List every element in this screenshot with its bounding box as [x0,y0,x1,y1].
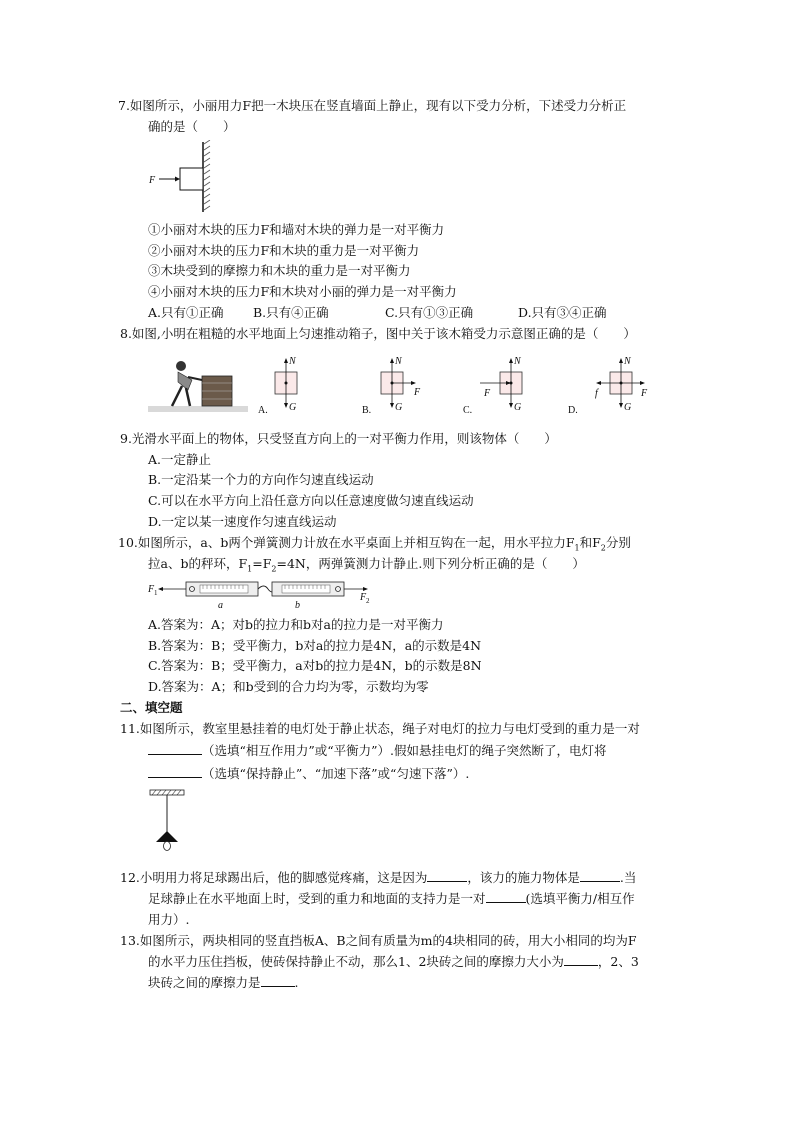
svg-text:G: G [395,402,403,413]
svg-text:a: a [218,600,223,611]
q8-option-c-label: C. [463,405,473,416]
svg-text:F: F [414,387,421,398]
q10-option-b: B.答案为：B；受平衡力，b对a的拉力是4N，a的示数是4N [148,638,482,653]
q8-option-b-label: B. [362,405,372,416]
q11-blank-1[interactable] [148,743,202,755]
q10-option-a: A.答案为：A；对b的拉力和b对a的拉力是一对平衡力 [148,617,444,632]
q10-stem-line1: 10.如图所示，a、b两个弹簧测力计放在水平桌面上并相互钩在一起，用水平拉力$F_1$和$F_2$分别 [118,535,631,553]
q12-blank-2[interactable] [580,870,620,882]
q9-option-c: C.可以在水平方向上沿任意方向以任意速度做匀速直线运动 [148,493,474,508]
q11-lamp-figure [148,788,188,856]
q12-stem-line3: 用力）. [148,912,190,927]
q12-stem-line1: 12.小明用力将足球踢出后，他的脚感觉疼痛，这是因为 ，该力的施力物体是 .当 [120,870,637,885]
q7-statement-1: ①小丽对木块的压力F和墙对木块的弹力是一对平衡力 [148,222,445,237]
svg-text:b: b [295,600,300,611]
q13-blank-1[interactable] [564,954,598,966]
q7-force-label: F [149,175,156,186]
svg-text:N: N [624,356,631,367]
q11-blank-2[interactable] [148,766,202,778]
q12-stem-line2: 足球静止在水平地面上时，受到的重力和地面的支持力是一对 (选填平衡力/相互作 [148,891,635,906]
svg-text:F: F [360,592,367,603]
svg-text:2: 2 [366,597,370,605]
section-title-fill-in: 二、填空题 [120,700,183,715]
q7-option-b: B.只有④正确 [253,305,329,320]
q7-stem-line2: 确的是（ ） [148,119,236,134]
q9-option-a: A.一定静止 [148,452,212,467]
q13-blank-2[interactable] [261,975,295,987]
svg-text:f: f [595,388,598,399]
q13-stem-line3: 块砖之间的摩擦力是 . [148,975,299,990]
q9-option-d: D.一定以某一速度作匀速直线运动 [148,514,337,529]
boy-figure [172,361,202,406]
q11-stem-line1: 11.如图所示，教室里悬挂着的电灯处于静止状态，绳子对电灯的拉力与电灯受到的重力是一对 [120,721,640,736]
q7-statement-4: ④小丽对木块的压力F和木块对小丽的弹力是一对平衡力 [148,284,457,299]
q8-figure [148,350,658,418]
q13-stem-line2: 的水平力压住挡板，使砖保持静止不动，那么1、2块砖之间的摩擦力大小为 ，2、3 [148,954,639,969]
svg-text:N: N [395,356,402,367]
svg-text:F: F [148,584,155,595]
svg-text:F: F [484,388,491,399]
svg-text:1: 1 [154,589,158,597]
q10-option-c: C.答案为：B；受平衡力，a对b的拉力是4N，b的示数是8N [148,658,482,673]
q7-statement-3: ③木块受到的摩擦力和木块的重力是一对平衡力 [148,263,411,278]
q7-figure [145,140,215,216]
q8-option-d-label: D. [568,405,578,416]
q11-stem-line2: （选填“相互作用力”或“平衡力”）.假如悬挂电灯的绳子突然断了，电灯将 [148,743,607,759]
ground [148,406,248,412]
svg-text:N: N [289,356,296,367]
q7-stem-line1: 7.如图所示，小丽用力F把一木块压在竖直墙面上静止，现有以下受力分析，下述受力分析正 [118,98,627,113]
q12-blank-3[interactable] [486,891,526,903]
q12-blank-1[interactable] [427,870,467,882]
q9-stem: 9.光滑水平面上的物体，只受竖直方向上的一对平衡力作用，则该物体（ ） [120,431,557,446]
q10-figure [148,576,378,612]
q7-statement-2: ②小丽对木块的压力F和木块的重力是一对平衡力 [148,243,420,258]
q10-stem-line2: 拉a、b的秤环，$F_1=F_2=4N$，两弹簧测力计静止.则下列分析正确的是（ ） [148,556,585,574]
q8-stem: 8.如图,小明在粗糙的水平地面上匀速推动箱子，图中关于该木箱受力示意图正确的是（ ） [120,326,636,341]
q8-option-a-label: A. [258,405,268,416]
q7-option-c: C.只有①③正确 [385,305,474,320]
q11-stem-line3: （选填“保持静止”、“加速下落”或“匀速下落”）. [148,766,469,782]
svg-text:N: N [514,356,521,367]
svg-text:G: G [289,402,297,413]
q7-option-a: A.只有①正确 [148,305,224,320]
q7-option-d: D.只有③④正确 [518,305,607,320]
q10-option-d: D.答案为：A；和b受到的合力均为零，示数均为零 [148,679,429,694]
q9-option-b: B.一定沿某一个力的方向作匀速直线运动 [148,472,374,487]
q13-stem-line1: 13.如图所示，两块相同的竖直挡板A、B之间有质量为m的4块相同的砖，用大小相同的均为F [120,933,637,948]
svg-text:G: G [514,402,522,413]
svg-text:G: G [624,402,632,413]
svg-text:F: F [641,388,648,399]
